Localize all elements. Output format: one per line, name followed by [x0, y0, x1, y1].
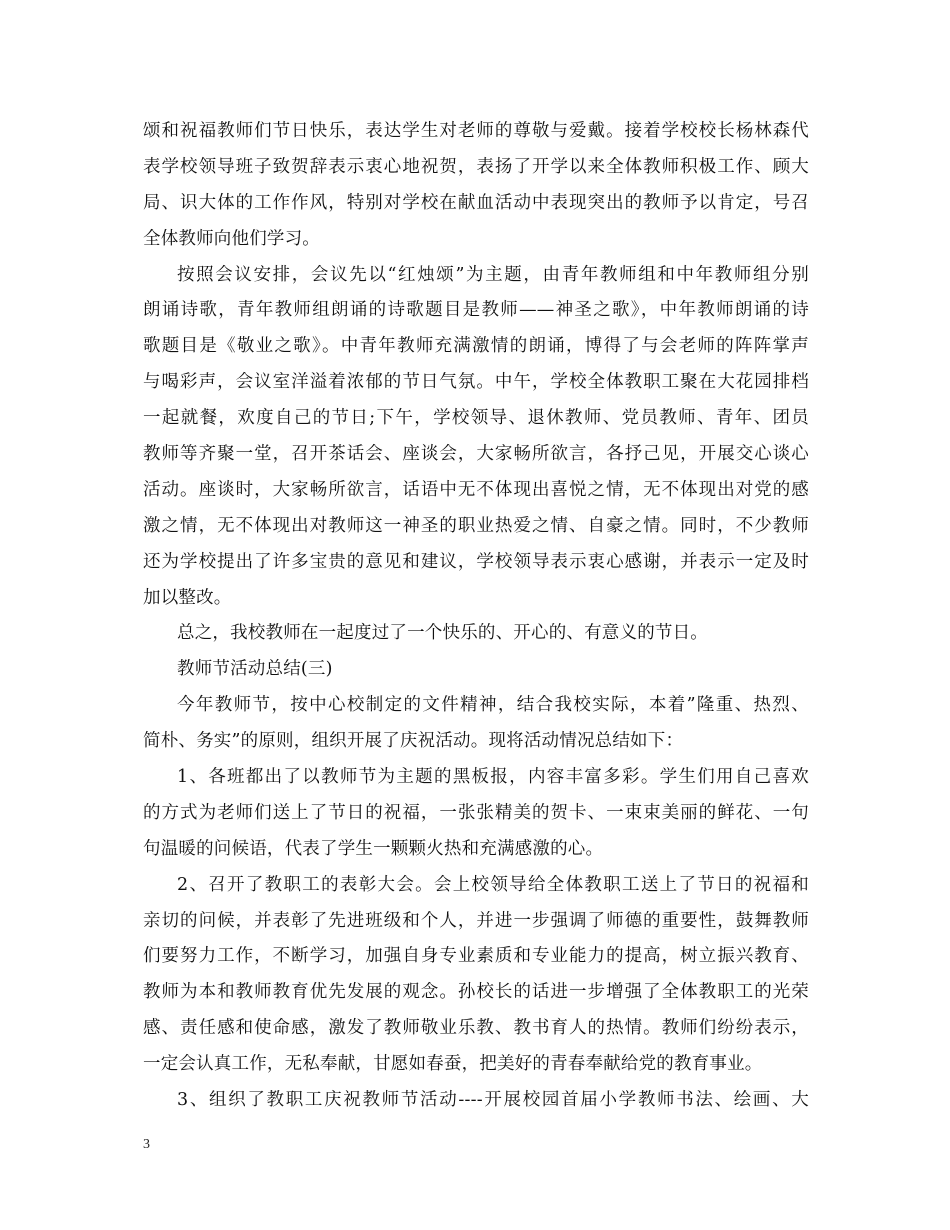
text-line: 颂和祝福教师们节日快乐，表达学生对老师的尊敬与爱戴。接着学校校长杨林森代: [143, 121, 809, 141]
text-line: 总之，我校教师在一起度过了一个快乐的、开心的、有意义的节日。: [177, 623, 708, 644]
text-line: 的方式为老师们送上了节日的祝福，一张张精美的贺卡、一束束美丽的鲜花、一句: [143, 802, 809, 823]
text-line: 与喝彩声，会议室洋溢着浓郁的节日气氛。中午，学校全体教职工聚在大花园排档: [143, 372, 809, 393]
text-line: 一起就餐，欢度自己的节日;下午，学校领导、退休教师、党员教师、青年、团员: [143, 408, 809, 429]
text-line: 1、各班都出了以教师节为主题的黑板报，内容丰富多彩。学生们用自己喜欢: [177, 767, 809, 788]
body-text: [143, 114, 809, 1119]
text-line: 局、识大体的工作作风，特别对学校在献血活动中表现突出的教师予以肯定，号召: [143, 192, 809, 213]
text-line: 表学校领导班子致贺辞表示衷心地祝贺，表扬了开学以来全体教师积极工作、顾大: [143, 156, 809, 177]
text-line: 还为学校提出了许多宝贵的意见和建议，学校领导表示衷心感谢，并表示一定及时: [143, 551, 809, 572]
text-line: 朗诵诗歌，青年教师组朗诵的诗歌题目是教师——神圣之歌》，中年教师朗诵的诗: [143, 300, 809, 321]
text-line: 2、召开了教职工的表彰大会。会上校领导给全体教职工送上了节日的祝福和: [177, 874, 809, 895]
text-line: 按照会议安排，会议先以“红烛颂”为主题，由青年教师组和中年教师组分别: [177, 264, 809, 285]
text-line: 歌题目是《敬业之歌》。中青年教师充满激情的朗诵，博得了与会老师的阵阵掌声: [143, 336, 809, 357]
text-line: 教师等齐聚一堂，召开茶话会、座谈会，大家畅所欲言，各抒己见，开展交心谈心: [143, 444, 809, 465]
text-line: 全体教师向他们学习。: [143, 228, 320, 249]
text-line: 加以整改。: [143, 587, 232, 608]
page-number: 3: [143, 1137, 150, 1152]
text-line: 感、责任感和使命感，激发了教师敬业乐教、教书育人的热情。教师们纷纷表示，: [143, 1018, 809, 1039]
text-line: 教师为本和教师教育优先发展的观念。孙校长的话进一步增强了全体教职工的光荣: [143, 982, 809, 1003]
section-heading: 教师节活动总结(三): [177, 659, 333, 680]
text-line: 今年教师节，按中心校制定的文件精神，结合我校实际，本着”隆重、热烈、: [177, 695, 809, 716]
text-line: 3、组织了教职工庆祝教师节活动----开展校园首届小学教师书法、绘画、大: [177, 1090, 809, 1111]
text-line: 激之情，无不体现出对教师这一神圣的职业热爱之情、自豪之情。同时，不少教师: [143, 515, 809, 536]
text-line: 们要努力工作，不断学习，加强自身专业素质和专业能力的提高，树立振兴教育、: [143, 946, 809, 967]
text-line: 亲切的问候，并表彰了先进班级和个人，并进一步强调了师德的重要性，鼓舞教师: [143, 910, 809, 931]
text-line: 活动。座谈时，大家畅所欲言，话语中无不体现出喜悦之情，无不体现出对党的感: [143, 479, 809, 500]
text-line: 一定会认真工作，无私奉献，甘愿如春蚕，把美好的青春奉献给党的教育事业。: [143, 1054, 763, 1075]
text-line: 简朴、务实”的原则，组织开展了庆祝活动。现将活动情况总结如下：: [143, 731, 684, 752]
text-line: 句温暖的问候语，代表了学生一颗颗火热和充满感激的心。: [143, 838, 604, 859]
